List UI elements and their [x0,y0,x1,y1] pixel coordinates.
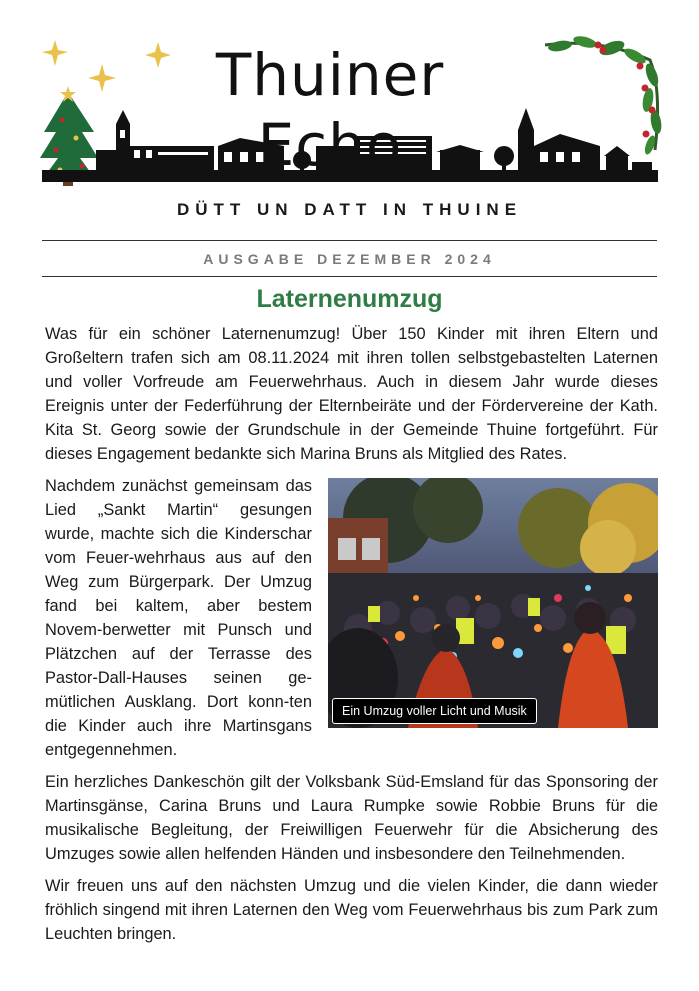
article-photo [328,478,658,728]
newspaper-title: Thuiner Echo [215,41,445,179]
article-headline: Laternenumzug [256,285,443,313]
masthead [0,0,699,190]
article-paragraph: Ein herzliches Dankeschön gilt der Volksbank Süd-Emsland für das Sponsoring der Martinsgänse, Carina Bruns und Laura Rumpke sowie Robbie Bruns für die musikalische Begleitung, der Freiwilligen Feuerwehr für die Absicherung des Umzuges sowie allen helfenden Händen und insbesondere den Teilnehmenden. [45,773,658,863]
divider-top [42,240,657,241]
article-paragraph: Wir freuen uns auf den nächsten Umzug und die vielen Kinder, die dann wieder fröhlich singend mit ihren Laternen den Weg vom Feuerwehrhaus bis zum Park zum Leuchten bringen. [45,877,658,943]
article-paragraph: Was für ein schöner Laternenumzug! Über 150 Kinder mit ihren Eltern und Großeltern trafen sich am 08.11.2024 mit ihren tollen selbstgebastelten Laternen und voller Vorfreude am Feuerwehrhaus. Auch in diesem Jahr wurde dieses Ereignis unter der Federführung der Elternbeiräte und der Fördervereine der Kath. Kita St. Georg sowie der Grundschule in der Gemeinde Thuine fortgeführt. Für dieses Engagement bedankte sich Marina Bruns als Mitglied des Rates. [45,325,658,463]
issue-date: AUSGABE DEZEMBER 2024 [203,251,496,267]
article-paragraph: Nachdem zunächst gemeinsam das Lied „Sankt Martin“ gesungen wurde, machte sich die Kinderschar vom Feuer-wehrhaus aus auf den Weg zum Bürgerpark. Der Umzug fand bei kaltem, aber bestem Novem-berwetter mit Punsch und Plätzchen auf der Terrasse des Pastor-Dall-Hauses seinen ge-mütlichen Ausklang. Dort konn-ten die Kinder auch ihre Martinsgans entgegennehmen. [45,477,312,759]
photo-caption: Ein Umzug voller Licht und Musik [332,698,537,724]
tagline: DÜTT UN DATT IN THUINE [176,200,523,219]
divider-bottom [42,276,657,277]
article-body [45,322,658,954]
lantern-parade-photo [328,478,658,728]
